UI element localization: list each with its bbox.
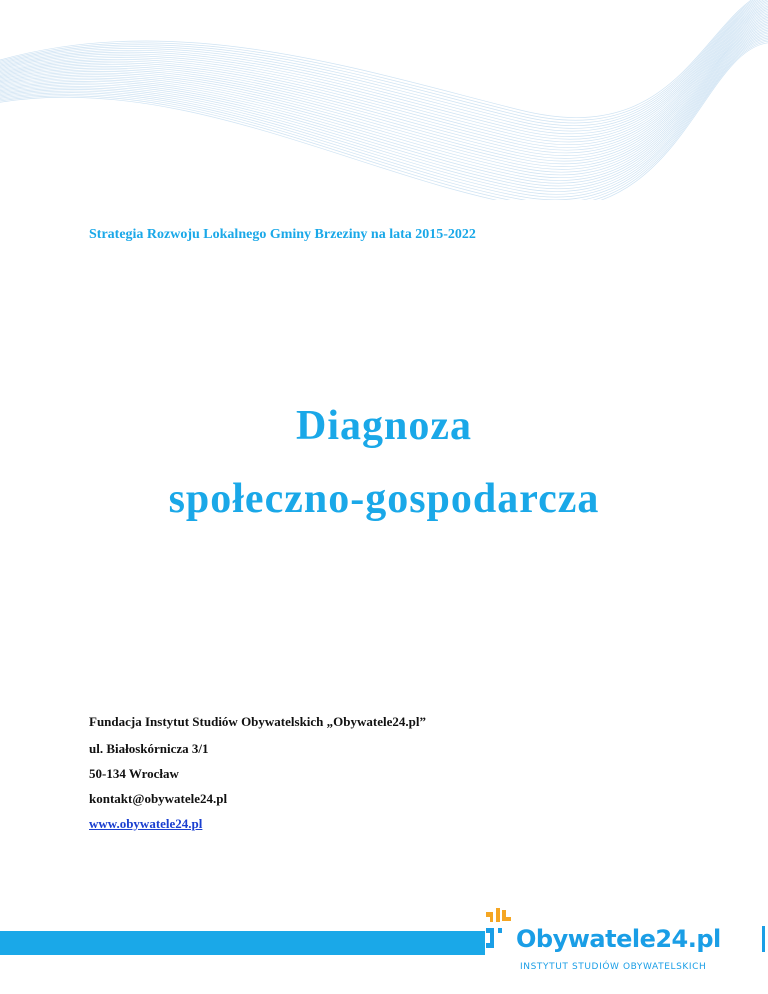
document-title-line2: społeczno-gospodarcza: [168, 476, 600, 522]
wave-line: [0, 1, 768, 136]
wave-line: [0, 33, 768, 191]
street-address: ul. Białoskórnicza 3/1: [89, 741, 209, 756]
city-address: 50-134 Wrocław: [89, 766, 179, 781]
logo-tagline: INSTYTUT STUDIÓW OBYWATELSKICH: [520, 962, 707, 972]
contact-email: kontakt@obywatele24.pl: [89, 791, 228, 806]
wave-line: [0, 25, 768, 177]
wave-line: [0, 3, 768, 139]
footer-accent-bar: [0, 931, 485, 955]
logo-divider: [762, 926, 765, 952]
document-subtitle: Strategia Rozwoju Lokalnego Gminy Brzeziny na lata 2015-2022: [89, 227, 476, 242]
organization-name: Fundacja Instytut Studiów Obywatelskich „Obywatele24.pl”: [89, 714, 426, 729]
decorative-waves: [0, 0, 768, 200]
website-link[interactable]: www.obywatele24.pl: [89, 816, 203, 831]
logo-name: Obywatele24.pl: [516, 925, 721, 953]
logo-mark-icon: [484, 906, 514, 954]
wave-line: [0, 17, 768, 164]
document-title-line1: Diagnoza: [296, 403, 472, 449]
wave-line: [0, 36, 768, 197]
wave-line: [0, 0, 768, 120]
wave-line: [0, 38, 768, 200]
obywatele24-logo: [484, 904, 768, 990]
